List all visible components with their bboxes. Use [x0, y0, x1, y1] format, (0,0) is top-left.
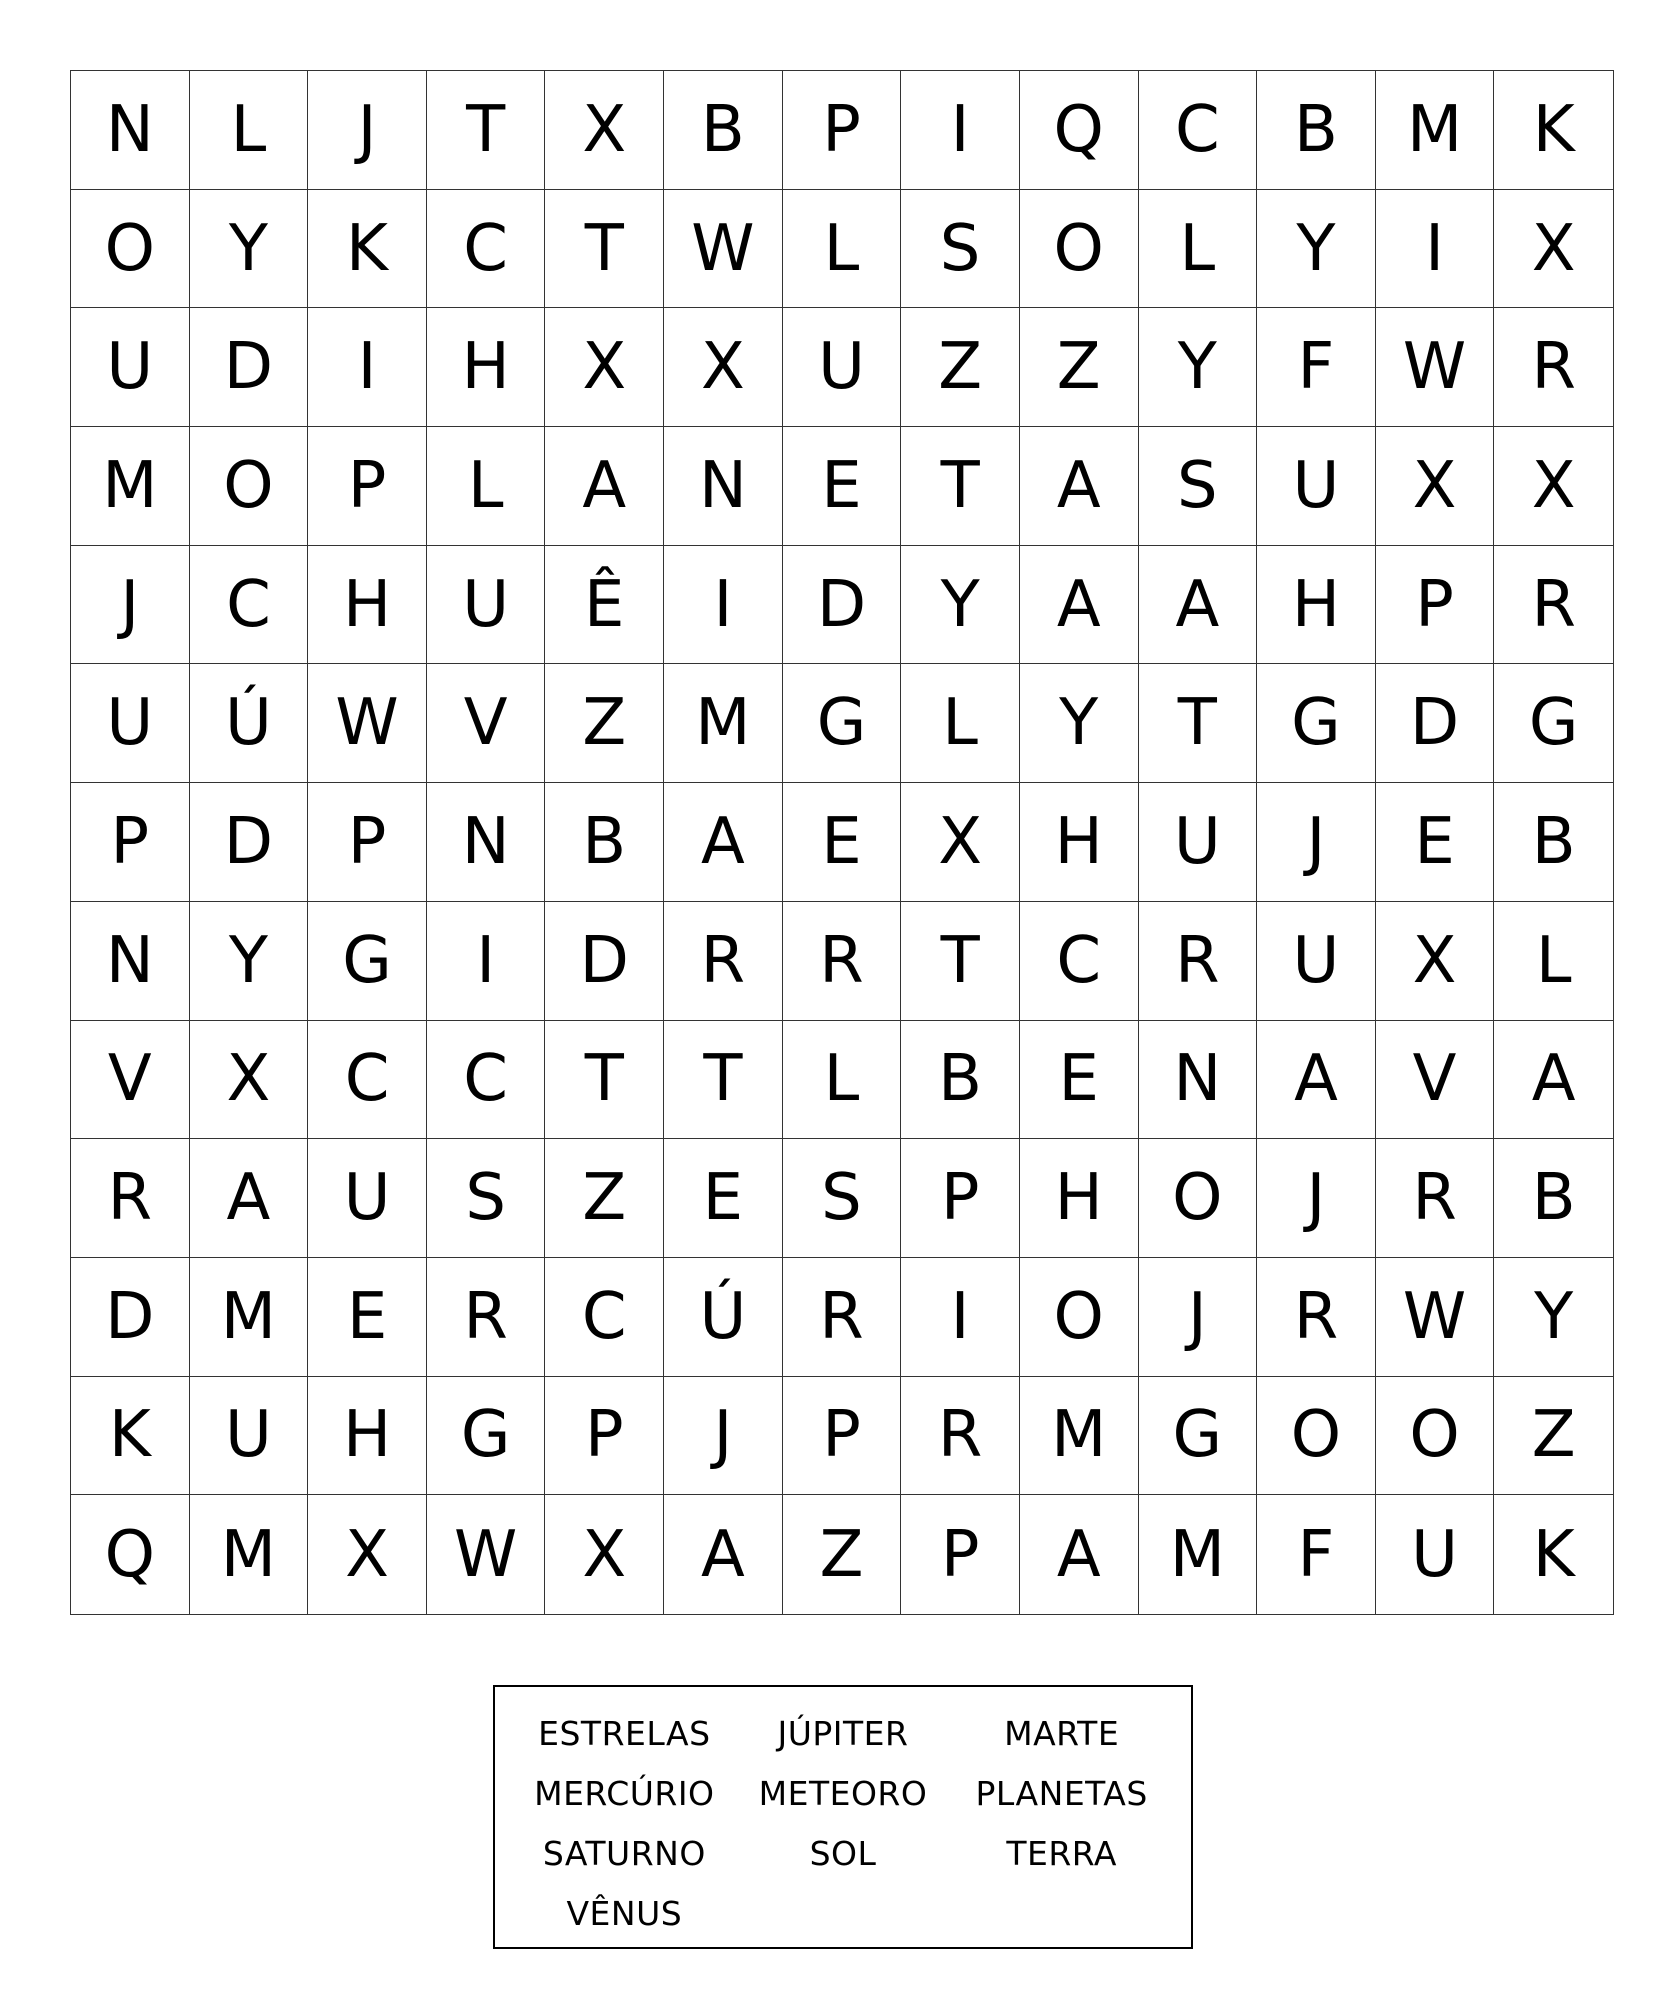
grid-cell[interactable]: F: [1257, 308, 1376, 427]
grid-cell[interactable]: T: [545, 190, 664, 309]
grid-cell[interactable]: H: [308, 1377, 427, 1496]
grid-cell[interactable]: X: [1494, 190, 1613, 309]
grid-cell[interactable]: C: [1139, 71, 1258, 190]
grid-cell[interactable]: X: [545, 71, 664, 190]
grid-cell[interactable]: U: [1376, 1495, 1495, 1614]
grid-cell[interactable]: R: [1494, 308, 1613, 427]
grid-cell[interactable]: P: [901, 1139, 1020, 1258]
grid-cell[interactable]: U: [71, 308, 190, 427]
grid-cell[interactable]: A: [1020, 546, 1139, 665]
grid-cell[interactable]: J: [664, 1377, 783, 1496]
grid-cell[interactable]: W: [1376, 308, 1495, 427]
grid-cell[interactable]: I: [1376, 190, 1495, 309]
grid-cell[interactable]: B: [1257, 71, 1376, 190]
grid-cell[interactable]: K: [1494, 71, 1613, 190]
word-bank-item: MERCÚRIO: [534, 1773, 715, 1813]
grid-cell[interactable]: I: [308, 308, 427, 427]
grid-cell[interactable]: L: [1139, 190, 1258, 309]
grid-cell[interactable]: W: [308, 664, 427, 783]
grid-cell[interactable]: C: [190, 546, 309, 665]
grid-cell[interactable]: Y: [190, 902, 309, 1021]
grid-cell[interactable]: M: [190, 1495, 309, 1614]
grid-cell[interactable]: H: [1020, 783, 1139, 902]
grid-cell[interactable]: Z: [545, 1139, 664, 1258]
grid-cell[interactable]: A: [664, 783, 783, 902]
grid-cell[interactable]: Q: [71, 1495, 190, 1614]
grid-cell[interactable]: A: [1257, 1021, 1376, 1140]
grid-cell[interactable]: N: [71, 902, 190, 1021]
grid-cell[interactable]: M: [1020, 1377, 1139, 1496]
word-bank-item: VÊNUS: [566, 1893, 683, 1933]
grid-cell[interactable]: L: [427, 427, 546, 546]
grid-cell[interactable]: L: [783, 190, 902, 309]
grid-cell[interactable]: N: [664, 427, 783, 546]
grid-cell[interactable]: J: [308, 71, 427, 190]
grid-cell[interactable]: R: [783, 1258, 902, 1377]
grid-cell[interactable]: K: [308, 190, 427, 309]
grid-cell[interactable]: B: [1494, 783, 1613, 902]
grid-cell[interactable]: E: [1376, 783, 1495, 902]
word-bank-item: PLANETAS: [975, 1773, 1148, 1813]
grid-cell[interactable]: A: [1020, 1495, 1139, 1614]
grid-cell[interactable]: X: [545, 1495, 664, 1614]
word-bank: [493, 1685, 1193, 1949]
grid-cell[interactable]: Ú: [190, 664, 309, 783]
grid-cell[interactable]: U: [190, 1377, 309, 1496]
grid-cell[interactable]: O: [71, 190, 190, 309]
grid-cell[interactable]: R: [901, 1377, 1020, 1496]
grid-cell[interactable]: M: [71, 427, 190, 546]
grid-cell[interactable]: K: [1532, 1517, 1575, 1592]
word-bank-item: TERRA: [1006, 1833, 1117, 1873]
grid-cell[interactable]: U: [308, 1139, 427, 1258]
grid-cell[interactable]: M: [1376, 71, 1495, 190]
grid-cell[interactable]: O: [190, 427, 309, 546]
grid-cell[interactable]: Ú: [664, 1258, 783, 1377]
grid-cell[interactable]: A: [1020, 427, 1139, 546]
grid-cell[interactable]: H: [427, 308, 546, 427]
grid-cell[interactable]: M: [664, 664, 783, 783]
grid-cell[interactable]: P: [545, 1377, 664, 1496]
grid-cell[interactable]: Y: [1257, 190, 1376, 309]
grid-cell[interactable]: J: [71, 546, 190, 665]
grid-cell[interactable]: T: [545, 1021, 664, 1140]
grid-cell[interactable]: G: [1139, 1377, 1258, 1496]
grid-cell[interactable]: G: [783, 664, 902, 783]
grid-cell[interactable]: U: [783, 308, 902, 427]
grid-cell[interactable]: P: [308, 427, 427, 546]
grid-cell[interactable]: H: [308, 546, 427, 665]
grid-cell[interactable]: Z: [1020, 308, 1139, 427]
grid-cell[interactable]: X: [1376, 427, 1495, 546]
grid-cell[interactable]: C: [308, 1021, 427, 1140]
grid-cell[interactable]: P: [1376, 546, 1495, 665]
grid-cell[interactable]: N: [1139, 1021, 1258, 1140]
grid-cell[interactable]: X: [901, 783, 1020, 902]
grid-cell[interactable]: U: [71, 664, 190, 783]
grid-cell[interactable]: G: [427, 1377, 546, 1496]
grid-cell[interactable]: N: [427, 783, 546, 902]
grid-cell[interactable]: C: [427, 190, 546, 309]
grid-cell[interactable]: W: [664, 190, 783, 309]
grid-cell[interactable]: T: [901, 902, 1020, 1021]
grid-cell[interactable]: R: [1376, 1139, 1495, 1258]
grid-cell[interactable]: R: [71, 1139, 190, 1258]
grid-cell[interactable]: B: [1494, 1139, 1613, 1258]
grid-cell[interactable]: X: [545, 308, 664, 427]
grid-cell[interactable]: C: [427, 1021, 546, 1140]
grid-cell[interactable]: Z: [783, 1495, 902, 1614]
grid-cell[interactable]: N: [71, 71, 190, 190]
grid-cell[interactable]: R: [1494, 546, 1613, 665]
grid-cell[interactable]: J: [1257, 783, 1376, 902]
grid-cell[interactable]: S: [783, 1139, 902, 1258]
grid-cell[interactable]: Y: [1139, 308, 1258, 427]
grid-cell[interactable]: E: [783, 783, 902, 902]
grid-cell[interactable]: G: [1257, 664, 1376, 783]
grid-cell[interactable]: B: [901, 1021, 1020, 1140]
grid-cell[interactable]: X: [1494, 427, 1613, 546]
grid-cell[interactable]: W: [427, 1495, 546, 1614]
grid-cell[interactable]: L: [1494, 902, 1613, 1021]
grid-cell[interactable]: E: [783, 427, 902, 546]
grid-cell[interactable]: Y: [901, 546, 1020, 665]
grid-cell[interactable]: A: [545, 427, 664, 546]
grid-cell[interactable]: A: [190, 1139, 309, 1258]
grid-cell[interactable]: I: [901, 1258, 1020, 1377]
grid-cell[interactable]: Y: [1020, 664, 1139, 783]
word-bank-item: METEORO: [758, 1773, 928, 1813]
grid-cell[interactable]: O: [1020, 1258, 1139, 1377]
grid-cell[interactable]: O: [1139, 1139, 1258, 1258]
grid-cell[interactable]: A: [664, 1495, 783, 1614]
grid-cell[interactable]: E: [308, 1258, 427, 1377]
grid-cell[interactable]: X: [308, 1495, 427, 1614]
word-bank-item: SATURNO: [542, 1833, 706, 1873]
grid-cell[interactable]: E: [664, 1139, 783, 1258]
grid-cell[interactable]: H: [1020, 1139, 1139, 1258]
grid-cell[interactable]: J: [1139, 1258, 1258, 1377]
grid-cell[interactable]: A: [1494, 1021, 1613, 1140]
grid-cell[interactable]: M: [1139, 1495, 1258, 1614]
grid-cell[interactable]: R: [783, 902, 902, 1021]
grid-cell[interactable]: O: [1020, 190, 1139, 309]
grid-cell[interactable]: P: [783, 71, 902, 190]
word-bank-item: MARTE: [1004, 1713, 1120, 1753]
grid-cell[interactable]: D: [545, 902, 664, 1021]
grid-cell[interactable]: D: [190, 308, 309, 427]
grid-cell[interactable]: C: [1020, 902, 1139, 1021]
grid-cell[interactable]: M: [190, 1258, 309, 1377]
grid-cell[interactable]: D: [1376, 664, 1495, 783]
grid-cell[interactable]: B: [545, 783, 664, 902]
grid-cell[interactable]: S: [901, 190, 1020, 309]
grid-cell[interactable]: A: [1139, 546, 1258, 665]
grid-cell[interactable]: J: [1257, 1139, 1376, 1258]
grid-cell[interactable]: S: [1139, 427, 1258, 546]
word-bank-item: JÚPITER: [777, 1713, 909, 1753]
grid-cell[interactable]: T: [664, 1021, 783, 1140]
grid-cell[interactable]: P: [901, 1495, 1020, 1614]
grid-cell[interactable]: U: [1257, 902, 1376, 1021]
grid-cell[interactable]: Q: [1020, 71, 1139, 190]
grid-cell[interactable]: R: [1139, 902, 1258, 1021]
grid-cell[interactable]: X: [664, 308, 783, 427]
grid-cell[interactable]: C: [545, 1258, 664, 1377]
grid-cell[interactable]: L: [783, 1021, 902, 1140]
word-bank-item: SOL: [809, 1833, 877, 1873]
grid-cell[interactable]: P: [308, 783, 427, 902]
grid-cell[interactable]: R: [427, 1258, 546, 1377]
grid-cell[interactable]: I: [664, 546, 783, 665]
letter-grid: [70, 70, 1614, 1615]
grid-cell[interactable]: R: [1257, 1258, 1376, 1377]
grid-cell[interactable]: W: [1376, 1258, 1495, 1377]
grid-cell[interactable]: U: [427, 546, 546, 665]
grid-cell[interactable]: G: [1494, 664, 1613, 783]
grid-cell[interactable]: Z: [545, 664, 664, 783]
grid-cell[interactable]: I: [901, 71, 1020, 190]
grid-cell[interactable]: Z: [901, 308, 1020, 427]
grid-cell[interactable]: Y: [1494, 1258, 1613, 1377]
grid-cell[interactable]: P: [71, 783, 190, 902]
grid-cell[interactable]: E: [1020, 1021, 1139, 1140]
grid-cell[interactable]: D: [783, 546, 902, 665]
grid-cell[interactable]: U: [1257, 427, 1376, 546]
grid-cell[interactable]: I: [427, 902, 546, 1021]
grid-cell[interactable]: Y: [190, 190, 309, 309]
grid-cell[interactable]: O: [1376, 1377, 1495, 1496]
grid-cell[interactable]: T: [427, 71, 546, 190]
grid-cell[interactable]: V: [1376, 1021, 1495, 1140]
grid-cell[interactable]: X: [190, 1021, 309, 1140]
word-bank-item: ESTRELAS: [538, 1713, 711, 1753]
grid-cell[interactable]: G: [308, 902, 427, 1021]
grid-cell[interactable]: L: [190, 71, 309, 190]
grid-cell[interactable]: D: [190, 783, 309, 902]
grid-cell[interactable]: B: [664, 71, 783, 190]
grid-cell[interactable]: O: [1257, 1377, 1376, 1496]
grid-cell[interactable]: T: [1139, 664, 1258, 783]
grid-cell[interactable]: L: [901, 664, 1020, 783]
grid-cell[interactable]: X: [1376, 902, 1495, 1021]
grid-cell[interactable]: F: [1257, 1495, 1376, 1614]
grid-cell[interactable]: K: [71, 1377, 190, 1496]
grid-cell[interactable]: V: [427, 664, 546, 783]
grid-cell[interactable]: D: [71, 1258, 190, 1377]
grid-cell[interactable]: U: [1139, 783, 1258, 902]
grid-cell[interactable]: H: [1257, 546, 1376, 665]
grid-cell[interactable]: Z: [1494, 1377, 1613, 1496]
grid-cell[interactable]: V: [71, 1021, 190, 1140]
grid-cell[interactable]: R: [664, 902, 783, 1021]
grid-cell[interactable]: Ê: [545, 546, 664, 665]
grid-cell[interactable]: P: [783, 1377, 902, 1496]
grid-cell[interactable]: S: [427, 1139, 546, 1258]
grid-cell[interactable]: T: [901, 427, 1020, 546]
